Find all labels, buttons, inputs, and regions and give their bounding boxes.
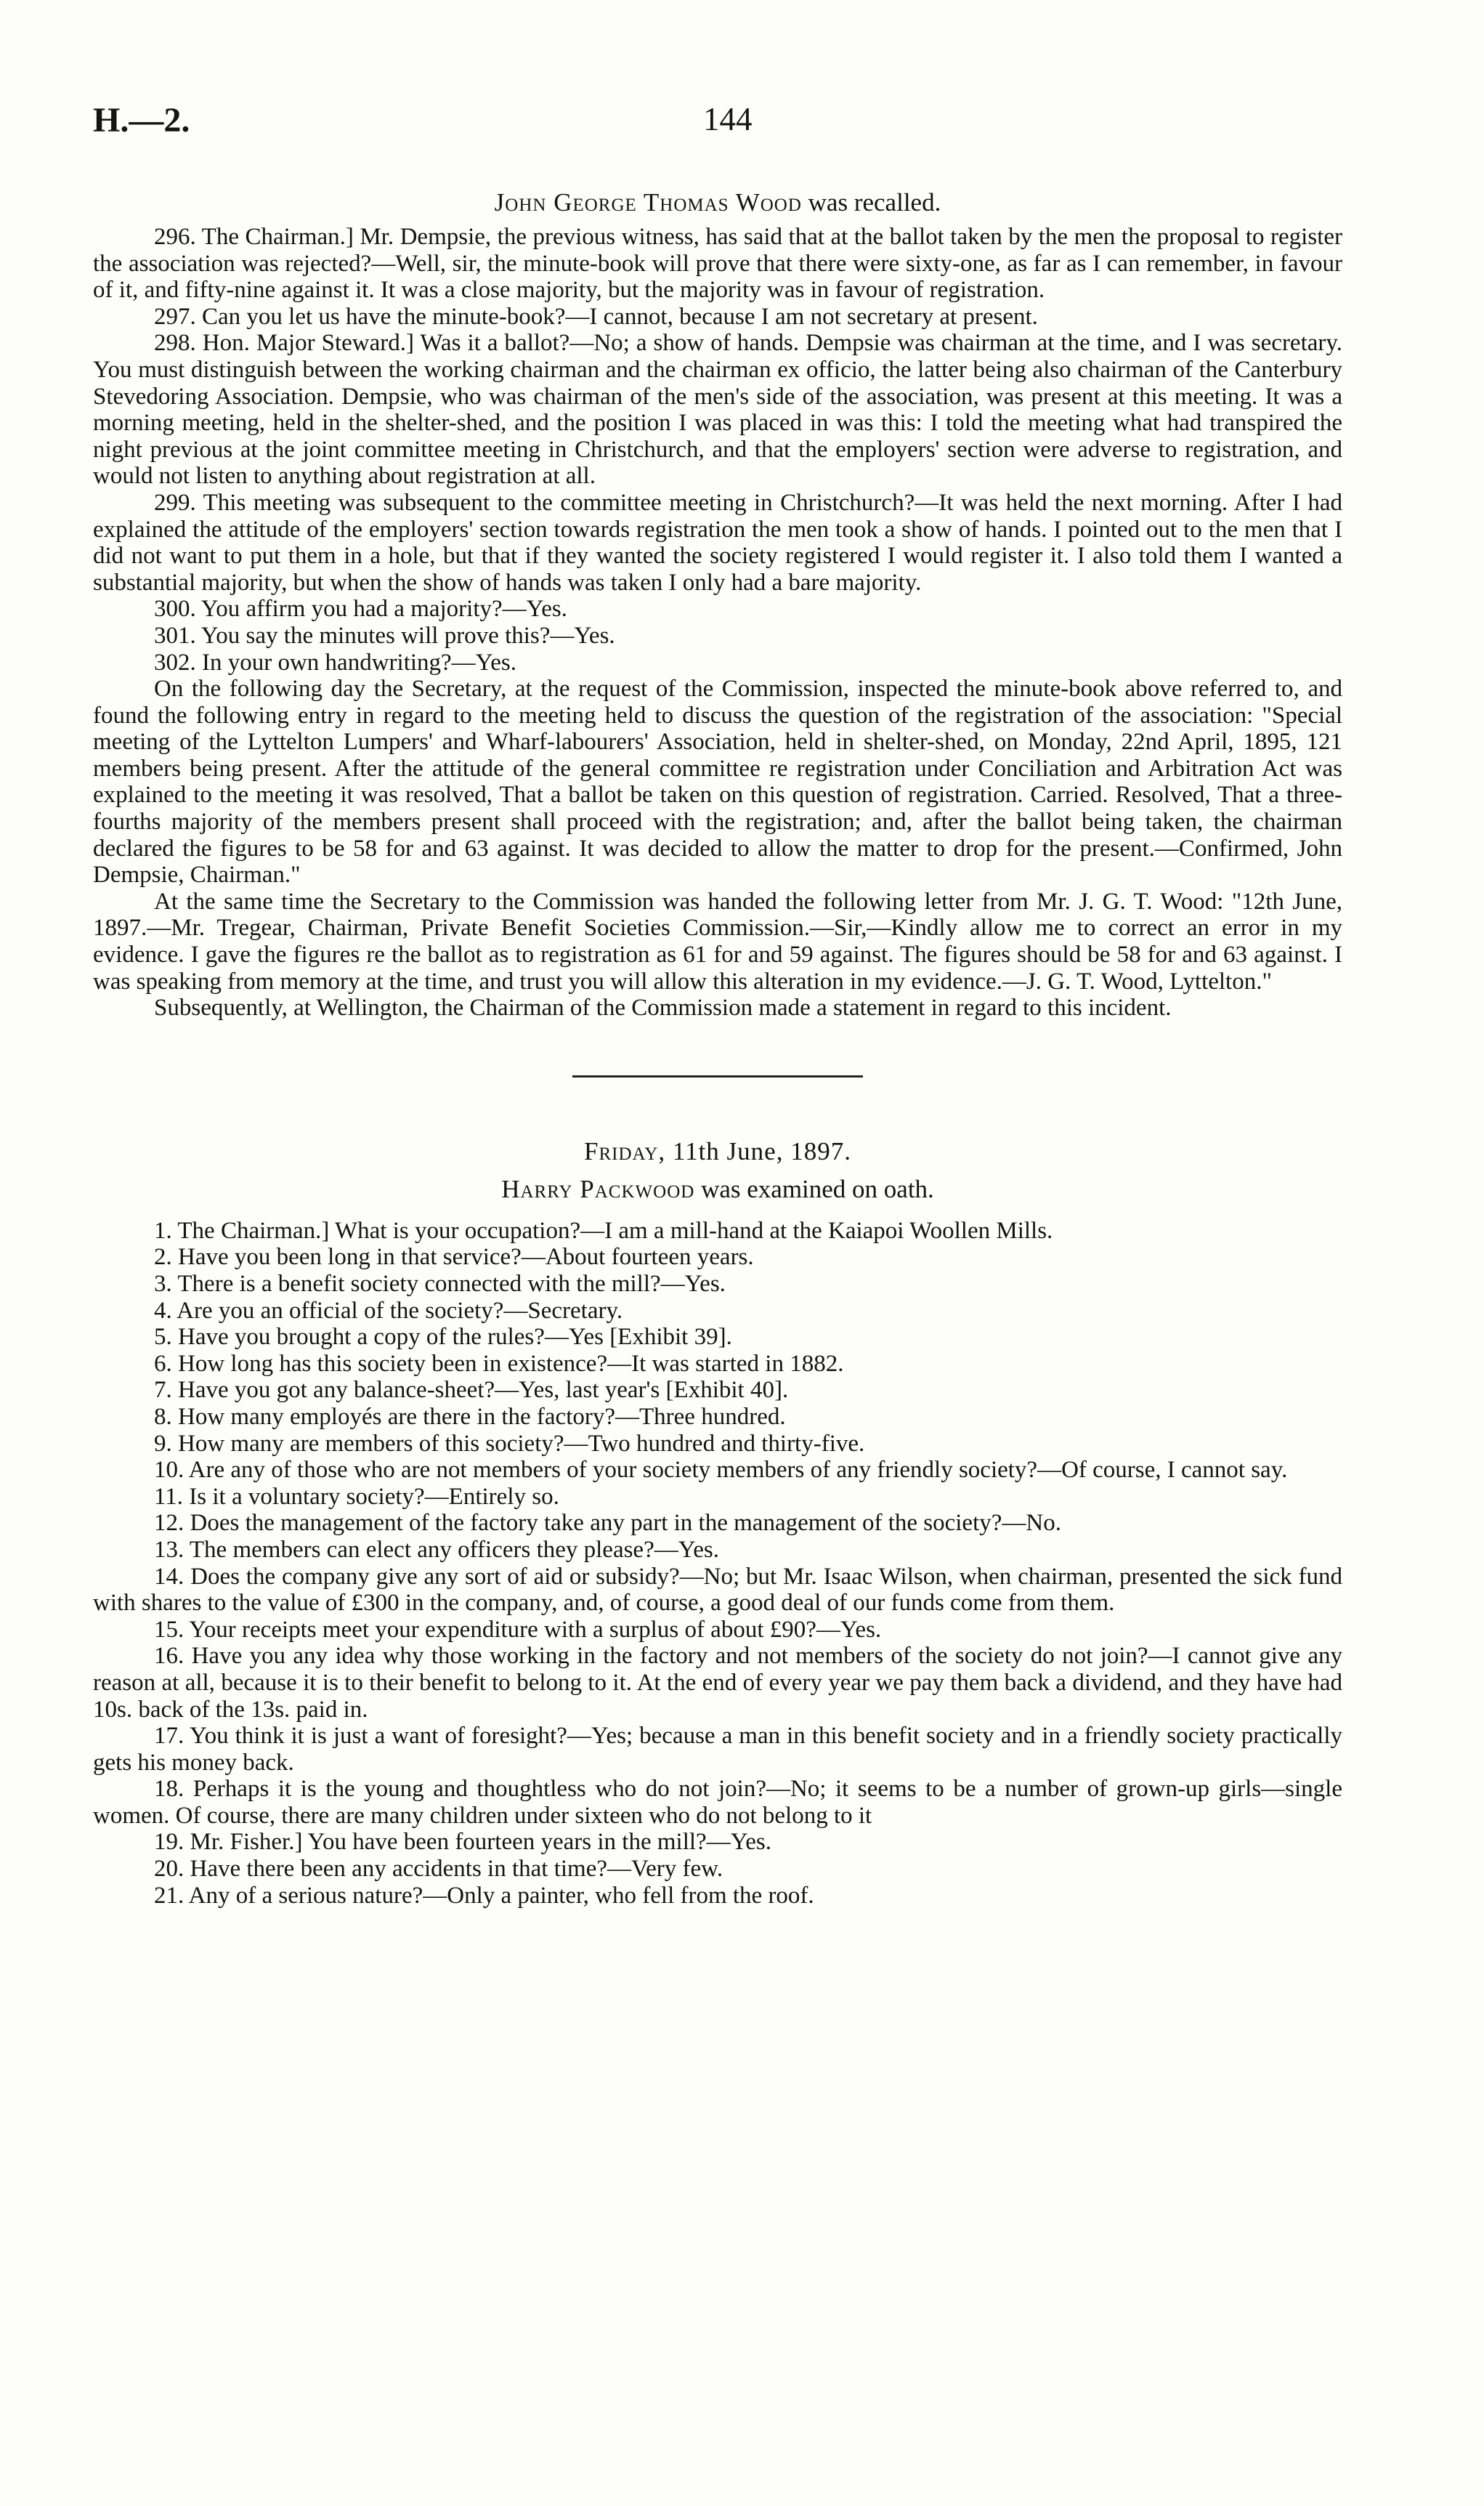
paragraph: 20. Have there been any accidents in that time?—Very few. [154, 1856, 723, 1883]
paragraph: 9. How many are members of this society?—Two hundred and thirty-five. [154, 1430, 865, 1457]
session-day: Friday [584, 1136, 659, 1165]
paragraph: 21. Any of a serious nature?—Only a painter, who fell from the roof. [154, 1882, 814, 1909]
paragraph: 17. You think it is just a want of foresight?—Yes; because a man in this benefit society and in a friendly society practically gets his money back. [93, 1723, 1342, 1776]
page-header [93, 94, 1342, 153]
paragraph: 1. The Chairman.] What is your occupation?—I am a mill-hand at the Kaiapoi Woollen Mills. [154, 1217, 1053, 1244]
examined-name: Harry Packwood [501, 1174, 695, 1203]
examined-heading [93, 1176, 1342, 1203]
section-separator [93, 1022, 1342, 1109]
paragraph: 8. How many employés are there in the factory?—Three hundred. [154, 1403, 786, 1430]
paragraph: 12. Does the management of the factory take any part in the management of the society?—No. [154, 1510, 1061, 1537]
paragraph: 10. Are any of those who are not members of your society members of any friendly society?—Of course, I cannot say. [154, 1457, 1288, 1484]
paragraph: 298. Hon. Major Steward.] Was it a ballot?—No; a show of hands. Dempsie was chairman at the time, and I was secretary. You must distinguish between the working chairman and the chairman ex officio, the latter being also chairman of the Canterbury Stevedoring Association. Dempsie, who was chairman of the men's side of the association, was present at this meeting. It was a morning meeting, held in the shelter-shed, and the position I was placed in was this: I told the meeting what had transpired the night previous at the joint committee meeting in Christchurch, and that the employers' section were adverse to registration, and would not listen to anything about registration at all. [93, 330, 1342, 490]
witness-name: John George Thomas Wood [494, 188, 802, 217]
paragraph: Subsequently, at Wellington, the Chairman of the Commission made a statement in regard to this incident. [154, 995, 1172, 1022]
paragraph: 3. There is a benefit society connected with the mill?—Yes. [154, 1271, 726, 1297]
paragraph: 16. Have you any idea why those working in the factory and not members of the society do not join?—I cannot give any reason at all, because it is to their benefit to belong to it. At the end of every year we pay them back a dividend, and they have had 10s. back of the 13s. paid in. [93, 1643, 1342, 1723]
paragraph: 300. You affirm you had a majority?—Yes. [154, 596, 567, 623]
session-date-rest: , 11th June, 1897. [658, 1136, 851, 1165]
paragraph: 15. Your receipts meet your expenditure with a surplus of about £90?—Yes. [154, 1616, 882, 1643]
examined-rest: was examined on oath. [694, 1174, 934, 1203]
paragraph: 297. Can you let us have the minute-book?—I cannot, because I am not secretary at present. [154, 303, 1038, 330]
paragraph: 11. Is it a voluntary society?—Entirely so. [154, 1483, 559, 1510]
witness-heading-rest: was recalled. [801, 188, 941, 217]
paragraph: On the following day the Secretary, at the request of the Commission, inspected the minute-book above referred to, and found the following entry in regard to the meeting held to discuss the question of the registration of the association: "Special meeting of the Lyttelton Lumpers' and Wharf-labourers' Association, held in shelter-shed, on Monday, 22nd April, 1895, 121 members being present. After the attitude of the general committee re registration under Conciliation and Arbitration Act was explained to the meeting it was resolved, That a ballot be taken on this question of registration. Carried. Resolved, That a three-fourths majority of the members present shall proceed with the registration; and, after the ballot being taken, the chairman declared the figures to be 58 for and 63 against. It was decided to allow the matter to drop for the present.—Confirmed, John Dempsie, Chairman." [93, 676, 1342, 889]
report-reference: H.—2. [93, 101, 190, 140]
paragraph: At the same time the Secretary to the Commission was handed the following letter from Mr. J. G. T. Wood: "12th June, 1897.—Mr. Tregear, Chairman, Private Benefit Societies Commission.—Sir,—Kindly allow me to correct an error in my evidence. I gave the figures re the ballot as to registration as 61 for and 59 against. The figures should be 58 for and 63 against. I was speaking from memory at the time, and trust you will allow this alteration in my evidence.—J. G. T. Wood, Lyttelton." [93, 888, 1342, 995]
paragraph: 13. The members can elect any officers they please?—Yes. [154, 1536, 719, 1563]
paragraph: 4. Are you an official of the society?—Secretary. [154, 1297, 623, 1324]
witness-heading [93, 189, 1342, 217]
session-date [93, 1138, 1342, 1165]
paragraph: 5. Have you brought a copy of the rules?—Yes [Exhibit 39]. [154, 1324, 732, 1351]
paragraph: 301. You say the minutes will prove this?—Yes. [154, 622, 615, 649]
paragraph: 7. Have you got any balance-sheet?—Yes, last year's [Exhibit 40]. [154, 1377, 789, 1404]
paragraph: 302. In your own handwriting?—Yes. [154, 649, 516, 676]
paragraph: 18. Perhaps it is the young and thoughtless who do not join?—No; it seems to be a number of grown-up girls—single women. Of course, there are many children under sixteen who do not belong to it [93, 1776, 1342, 1829]
paragraph: 19. Mr. Fisher.] You have been fourteen years in the mill?—Yes. [154, 1829, 771, 1856]
document-page [93, 94, 1342, 1909]
section2-body [93, 1218, 1342, 1909]
paragraph: 14. Does the company give any sort of aid or subsidy?—No; but Mr. Isaac Wilson, when chairman, presented the sick fund with shares to the value of £300 in the company, and, of course, a good deal of our funds come from them. [93, 1563, 1342, 1617]
paragraph: 6. How long has this society been in existence?—It was started in 1882. [154, 1350, 844, 1377]
paragraph: 2. Have you been long in that service?—About fourteen years. [154, 1244, 754, 1271]
paragraph: 296. The Chairman.] Mr. Dempsie, the previous witness, has said that at the ballot taken by the men the proposal to register the association was rejected?—Well, sir, the minute-book will prove that there were sixty-one, as far as I can remember, in favour of it, and fifty-nine against it. It was a close majority, but the majority was in favour of registration. [93, 224, 1342, 304]
paragraph: 299. This meeting was subsequent to the committee meeting in Christchurch?—It was held the next morning. After I had explained the attitude of the employers' section towards registration the men took a show of hands. I pointed out to the men that I did not want to put them in a hole, but that if they wanted the society registered I would register it. I also told them I wanted a substantial majority, but when the show of hands was taken I only had a bare majority. [93, 489, 1342, 596]
divider-rule [572, 1075, 863, 1078]
page-number: 144 [703, 101, 753, 137]
section1-body [93, 224, 1342, 1022]
